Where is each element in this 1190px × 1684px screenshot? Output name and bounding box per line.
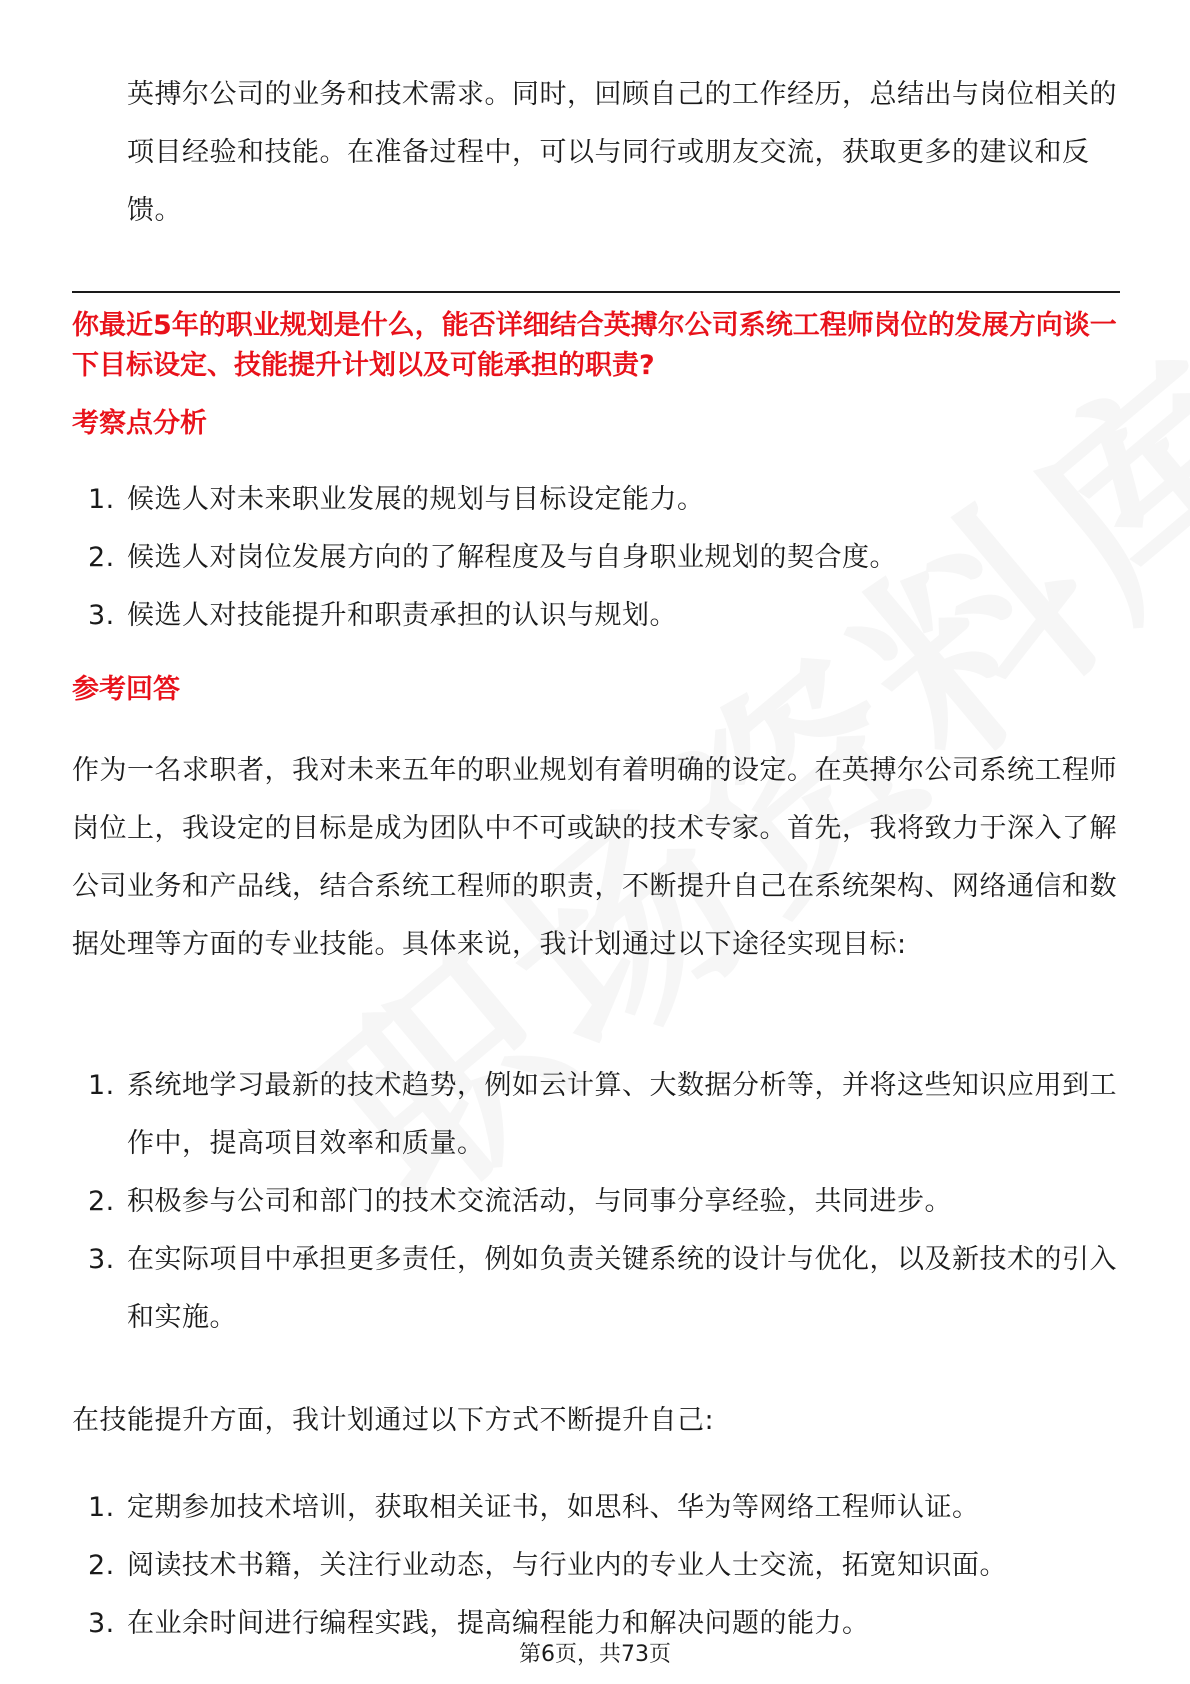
list-item	[80, 1231, 1125, 1347]
list-number: 1.	[88, 484, 115, 515]
interview-question: 你最近5年的职业规划是什么，能否详细结合英搏尔公司系统工程师岗位的发展方向谈一下目标设定、技能提升计划以及可能承担的职责?	[72, 310, 1117, 381]
list-item-text: 系统地学习最新的技术趋势，例如云计算、大数据分析等，并将这些知识应用到工作中，提高项目效率和质量。	[127, 1070, 1117, 1159]
list-number: 2.	[88, 1186, 115, 1217]
list-item	[80, 1173, 1125, 1231]
skills-list	[80, 1479, 1125, 1653]
analysis-heading: 考察点分析	[72, 408, 207, 439]
list-item-text: 候选人对未来职业发展的规划与目标设定能力。	[127, 484, 705, 515]
page-number-footer: 第6页，共73页	[519, 1642, 671, 1667]
list-number: 2.	[88, 1550, 115, 1581]
list-number: 1.	[88, 1070, 115, 1101]
list-item-text: 候选人对技能提升和职责承担的认识与规划。	[127, 600, 677, 631]
list-item-text: 定期参加技术培训，获取相关证书，如思科、华为等网络工程师认证。	[127, 1492, 980, 1523]
list-item	[80, 1479, 1125, 1537]
list-item	[80, 587, 1125, 645]
previous-answer-continuation: 英搏尔公司的业务和技术需求。同时，回顾自己的工作经历，总结出与岗位相关的项目经验和技能。在准备过程中，可以与同行或朋友交流，获取更多的建议和反馈。	[127, 79, 1117, 226]
answer-paragraph: 作为一名求职者，我对未来五年的职业规划有着明确的设定。在英搏尔公司系统工程师岗位上，我设定的目标是成为团队中不可或缺的技术专家。首先，我将致力于深入了解公司业务和产品线，结合系统工程师的职责，不断提升自己在系统架构、网络通信和数据处理等方面的专业技能。具体来说，我计划通过以下途径实现目标:	[72, 755, 1117, 960]
list-number: 3.	[88, 1244, 115, 1275]
goals-list	[80, 1057, 1125, 1347]
answer-heading: 参考回答	[72, 674, 180, 705]
analysis-list	[80, 471, 1125, 645]
list-item-text: 在业余时间进行编程实践，提高编程能力和解决问题的能力。	[127, 1608, 870, 1639]
list-number: 2.	[88, 542, 115, 573]
list-item	[80, 471, 1125, 529]
list-item	[80, 1057, 1125, 1173]
list-item-text: 在实际项目中承担更多责任，例如负责关键系统的设计与优化，以及新技术的引入和实施。	[127, 1244, 1117, 1333]
list-item	[80, 1537, 1125, 1595]
list-item	[80, 529, 1125, 587]
list-item-text: 阅读技术书籍，关注行业动态，与行业内的专业人士交流，拓宽知识面。	[127, 1550, 1007, 1581]
section-divider	[72, 291, 1120, 293]
list-number: 1.	[88, 1492, 115, 1523]
list-item-text: 候选人对岗位发展方向的了解程度及与自身职业规划的契合度。	[127, 542, 897, 573]
list-number: 3.	[88, 600, 115, 631]
skills-intro-paragraph: 在技能提升方面，我计划通过以下方式不断提升自己:	[72, 1405, 715, 1436]
list-item-text: 积极参与公司和部门的技术交流活动，与同事分享经验，共同进步。	[127, 1186, 952, 1217]
list-number: 3.	[88, 1608, 115, 1639]
